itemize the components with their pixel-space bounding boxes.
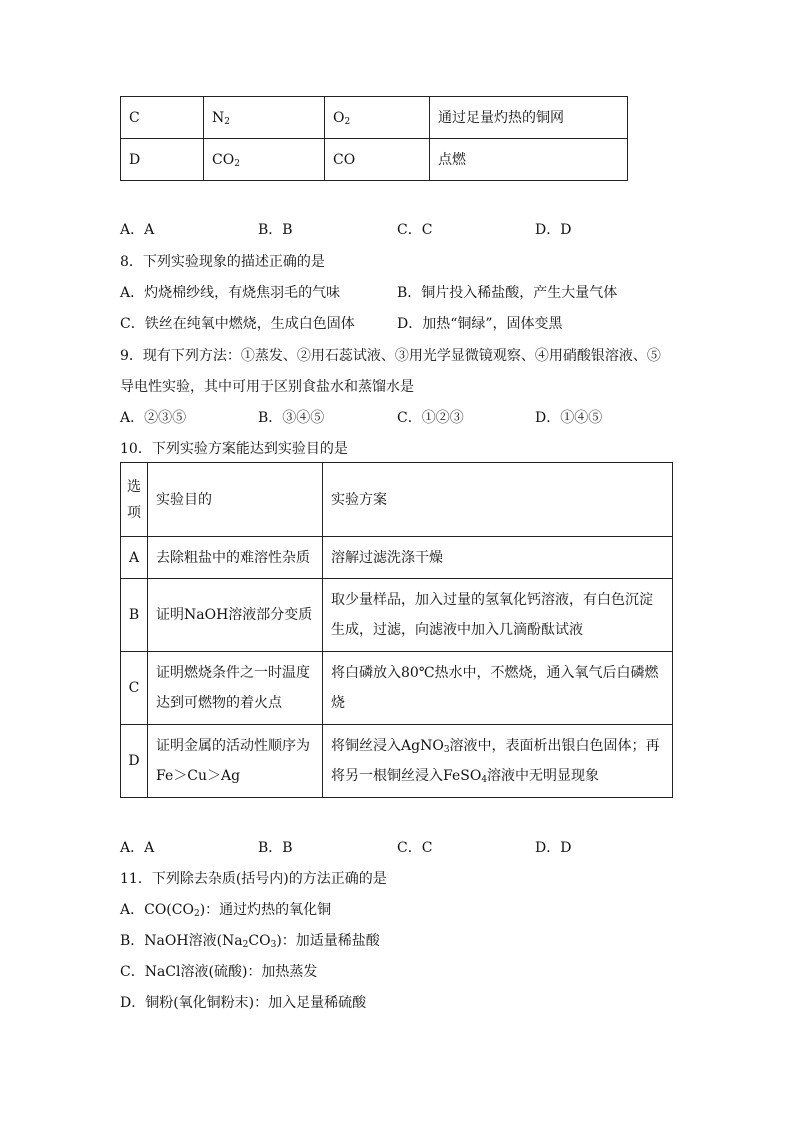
header-goal: 实验目的 [148, 463, 323, 537]
experiment-table [120, 462, 673, 798]
plan-cell: 取少量样品，加入过量的氢氧化钙溶液，有白色沉淀 生成，过滤，向滤液中加入几滴酚酞试液 [323, 579, 673, 652]
q7-option-b[interactable]: B．B [258, 222, 293, 238]
q7-option-c[interactable]: C．C [397, 222, 433, 238]
substance-cell: $N_2$ [204, 97, 325, 139]
header-option: 选 项 [121, 463, 148, 537]
goal-cell: 证明金属的活动性顺序为 Fe＞Cu＞Ag [148, 725, 323, 798]
q11-option-c[interactable]: C．NaCl溶液(硫酸)：加热蒸发 [120, 964, 318, 980]
goal-cell: 去除粗盐中的难溶性杂质 [148, 537, 323, 579]
q9-option-c[interactable]: C．①②③ [397, 410, 464, 426]
q9-option-d[interactable]: D．①④⑤ [535, 410, 603, 426]
q11-option-a[interactable]: A．$CO(CO_2)$：通过灼热的氧化铜 [120, 902, 332, 919]
q10-option-b[interactable]: B．B [258, 840, 293, 856]
row-label: D [121, 725, 148, 798]
q8-stem: 8．下列实验现象的描述正确的是 [120, 254, 325, 270]
goal-cell: 证明燃烧条件之一时温度 达到可燃物的着火点 [148, 652, 323, 725]
row-label: D [121, 139, 204, 181]
q11-stem: 11．下列除去杂质(括号内)的方法正确的是 [120, 871, 387, 887]
q9-option-a[interactable]: A．②③⑤ [120, 410, 187, 426]
table-row [121, 139, 628, 181]
table-row [121, 97, 628, 139]
reagent-table [120, 96, 628, 181]
impurity-cell: $O_2$ [325, 97, 430, 139]
impurity-cell: CO [325, 139, 430, 181]
row-label: C [121, 97, 204, 139]
q10-option-a[interactable]: A．A [120, 840, 155, 856]
method-cell: 点燃 [430, 139, 628, 181]
q9-stem-line2: 导电性实验，其中可用于区别食盐水和蒸馏水是 [120, 379, 414, 395]
q8-option-a[interactable]: A．灼烧棉纱线，有烧焦羽毛的气味 [120, 285, 341, 301]
plan-cell: 将白磷放入80℃热水中，不燃烧，通入氧气后白磷燃 烧 [323, 652, 673, 725]
row-label: A [121, 537, 148, 579]
q11-option-d[interactable]: D．铜粉(氧化铜粉末)：加入足量稀硫酸 [120, 995, 367, 1011]
method-cell: 通过足量灼热的铜网 [430, 97, 628, 139]
substance-cell: $CO_2$ [204, 139, 325, 181]
table-row [121, 537, 673, 579]
q7-option-d[interactable]: D．D [535, 222, 572, 238]
goal-cell: 证明NaOH溶液部分变质 [148, 579, 323, 652]
q10-option-c[interactable]: C．C [397, 840, 433, 856]
q8-option-d[interactable]: D．加热“铜绿”，固体变黑 [397, 316, 563, 332]
q10-stem: 10．下列实验方案能达到实验目的是 [120, 441, 348, 457]
header-plan: 实验方案 [323, 463, 673, 537]
q9-stem-line1: 9．现有下列方法：①蒸发、②用石蕊试液、③用光学显微镜观察、④用硝酸银溶液、⑤ [120, 348, 661, 364]
table-row [121, 652, 673, 725]
table-row [121, 725, 673, 798]
q8-option-b[interactable]: B．铜片投入稀盐酸，产生大量气体 [397, 285, 618, 301]
q9-option-b[interactable]: B．③④⑤ [258, 410, 325, 426]
q7-option-a[interactable]: A．A [120, 222, 155, 238]
table-row [121, 579, 673, 652]
q8-option-c[interactable]: C．铁丝在纯氧中燃烧，生成白色固体 [120, 316, 355, 332]
plan-cell: 溶解过滤洗涤干燥 [323, 537, 673, 579]
row-label: C [121, 652, 148, 725]
table-header-row [121, 463, 673, 537]
row-label: B [121, 579, 148, 652]
plan-cell: 将铜丝浸入AgNO$_3$溶液中，表面析出银白色固体；再 将另一根铜丝浸入FeSO$_4$溶液中无明显现象 [323, 725, 673, 798]
q11-option-b[interactable]: B．NaOH溶液$(Na_2CO_3)$：加适量稀盐酸 [120, 933, 380, 950]
q10-option-d[interactable]: D．D [535, 840, 572, 856]
